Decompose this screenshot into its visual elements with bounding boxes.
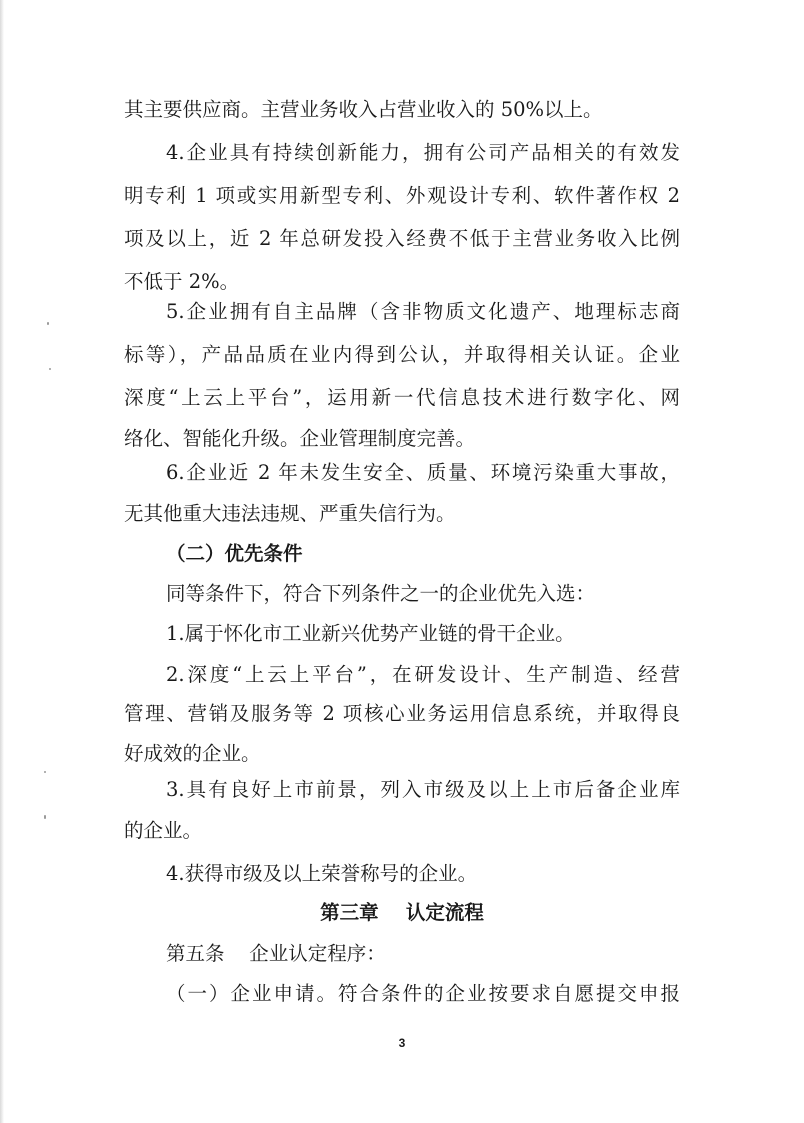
page-number: 3 [398, 1036, 406, 1050]
text-line: 管理、营销及服务等 2 项核心业务运用信息系统，并取得良 [124, 702, 680, 725]
text-line: 的企业。 [124, 819, 203, 842]
scan-speck [49, 368, 51, 370]
section-heading: （二）优先条件 [166, 542, 303, 565]
scan-edge-shadow [0, 0, 4, 1123]
text-line: 无其他重大违法违规、严重失信行为。 [124, 502, 456, 525]
text-line: （一）企业申请。符合条件的企业按要求自愿提交申报 [166, 982, 680, 1005]
chapter-heading: 第三章 认定流程 [320, 901, 484, 924]
text-line: 其主要供应商。主营业务收入占营业收入的 50%以上。 [124, 98, 603, 121]
scan-speck [44, 815, 46, 819]
text-line: 不低于 2%。 [124, 270, 240, 293]
text-line: 络化、智能化升级。企业管理制度完善。 [124, 427, 476, 450]
text-line: 明专利 1 项或实用新型专利、外观设计专利、软件著作权 2 [124, 184, 680, 207]
text-line: 3.具有良好上市前景，列入市级及以上上市后备企业库 [166, 778, 680, 801]
text-line: 同等条件下，符合下列条件之一的企业优先入选： [166, 582, 596, 605]
article-heading: 第五条 企业认定程序： [166, 942, 386, 965]
text-line: 6.企业近 2 年未发生安全、质量、环境污染重大事故， [166, 461, 680, 484]
text-line: 5.企业拥有自主品牌（含非物质文化遗产、地理标志商 [166, 300, 680, 323]
text-line: 标等），产品品质在业内得到公认，并取得相关认证。企业 [124, 343, 680, 366]
text-line: 4.获得市级及以上荣誉称号的企业。 [166, 862, 478, 885]
text-line: 1.属于怀化市工业新兴优势产业链的骨干企业。 [166, 622, 575, 645]
scan-speck [44, 771, 46, 773]
text-line: 4.企业具有持续创新能力，拥有公司产品相关的有效发 [166, 141, 680, 164]
text-line: 项及以上，近 2 年总研发投入经费不低于主营业务收入比例 [124, 227, 680, 250]
text-line: 好成效的企业。 [124, 742, 261, 765]
text-line: 深度“上云上平台”，运用新一代信息技术进行数字化、网 [124, 386, 680, 409]
scan-speck [47, 322, 49, 325]
text-line: 2.深度“上云上平台”，在研发设计、生产制造、经营 [166, 663, 680, 686]
